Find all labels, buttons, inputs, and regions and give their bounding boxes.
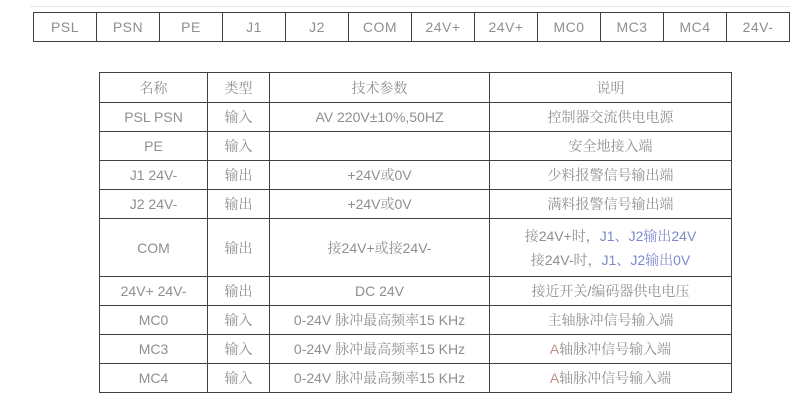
cell-name: PSL PSN xyxy=(100,103,208,132)
cell-name: 24V+ 24V- xyxy=(100,277,208,306)
com-desc-line-2 xyxy=(494,248,727,272)
terminal-strip xyxy=(33,12,790,42)
header-params: 技术参数 xyxy=(270,73,490,103)
spec-table xyxy=(99,72,732,393)
cell-params: 0-24V 脉冲最高频率15 KHz xyxy=(270,306,490,335)
terminal-cell-24vminus: 24V- xyxy=(742,19,774,35)
terminal-cell-j2: J2 xyxy=(286,13,349,41)
com-desc-2-gray: 接24V-时， xyxy=(530,251,602,268)
header-type: 类型 xyxy=(208,73,270,103)
mc4-desc-rest: 轴脉冲信号输入端 xyxy=(559,370,672,386)
cell-type: 输入 xyxy=(208,364,270,393)
table-row-pe xyxy=(100,132,732,161)
cell-params: 接24V+或接24V- xyxy=(270,219,490,277)
cell-params: AV 220V±10%,50HZ xyxy=(270,103,490,132)
header-desc: 说明 xyxy=(490,73,732,103)
cell-name: MC4 xyxy=(100,364,208,393)
table-row-mc3 xyxy=(100,335,732,364)
com-desc-2-blue: J1、J2输出0V xyxy=(601,251,691,268)
cell-type: 输出 xyxy=(208,219,270,277)
terminal-cell-j1: J1 xyxy=(223,13,286,41)
cell-name: PE xyxy=(100,132,208,161)
terminal-cell-24vplus-1: 24V+ xyxy=(412,13,475,41)
cell-name: MC0 xyxy=(100,306,208,335)
table-row-24v xyxy=(100,277,732,306)
cell-type: 输入 xyxy=(208,335,270,364)
terminal-cell-24vplus-2: 24V+ xyxy=(475,13,538,41)
table-row-j2 xyxy=(100,190,732,219)
cell-params: 0-24V 脉冲最高频率15 KHz xyxy=(270,364,490,393)
terminal-cell-mc0: MC0 xyxy=(538,13,601,41)
table-row-com xyxy=(100,219,732,277)
cell-params: DC 24V xyxy=(270,277,490,306)
cell-params: +24V或0V xyxy=(270,161,490,190)
terminal-cell-psn: PSN xyxy=(97,13,160,41)
cell-params: +24V或0V xyxy=(270,190,490,219)
page-top-divider xyxy=(30,6,790,7)
cell-name: MC3 xyxy=(100,335,208,364)
cell-params: 0-24V 脉冲最高频率15 KHz xyxy=(270,335,490,364)
cell-desc: 满料报警信号输出端 xyxy=(490,190,732,219)
mc4-desc-prefix: A xyxy=(549,370,560,386)
cell-name: J1 24V- xyxy=(100,161,208,190)
com-desc-1-gray: 接24V+时， xyxy=(524,227,600,244)
table-row-psl-psn xyxy=(100,103,732,132)
terminal-cell-psl: PSL xyxy=(34,13,97,41)
cell-type: 输入 xyxy=(208,306,270,335)
mc3-desc-rest: 轴脉冲信号输入端 xyxy=(559,341,672,357)
cell-name: COM xyxy=(100,219,208,277)
cell-params xyxy=(270,132,490,161)
cell-type: 输入 xyxy=(208,132,270,161)
cell-name: J2 24V- xyxy=(100,190,208,219)
cell-desc xyxy=(490,219,732,277)
cell-desc: 主轴脉冲信号输入端 xyxy=(490,306,732,335)
cell-type: 输入 xyxy=(208,103,270,132)
terminal-cell-mc4: MC4 xyxy=(664,13,727,41)
com-desc-line-1 xyxy=(494,224,727,248)
cell-type: 输出 xyxy=(208,161,270,190)
table-header-row xyxy=(100,73,732,103)
mc3-desc-prefix: A xyxy=(549,341,560,357)
cell-type: 输出 xyxy=(208,190,270,219)
table-row-mc4 xyxy=(100,364,732,393)
table-row-mc0 xyxy=(100,306,732,335)
cell-desc: 安全地接入端 xyxy=(490,132,732,161)
cell-desc: 控制器交流供电电源 xyxy=(490,103,732,132)
terminal-cell-mc3: MC3 xyxy=(601,13,664,41)
cell-desc xyxy=(490,364,732,393)
terminal-cell-pe: PE xyxy=(160,13,223,41)
com-desc-1-blue: J1、J2输出24V xyxy=(599,227,697,244)
terminal-cell-com: COM xyxy=(349,13,412,41)
cell-desc: 接近开关/编码器供电电压 xyxy=(490,277,732,306)
cell-type: 输出 xyxy=(208,277,270,306)
cell-desc: 少料报警信号输出端 xyxy=(490,161,732,190)
table-row-j1 xyxy=(100,161,732,190)
cell-desc xyxy=(490,335,732,364)
header-name: 名称 xyxy=(100,73,208,103)
